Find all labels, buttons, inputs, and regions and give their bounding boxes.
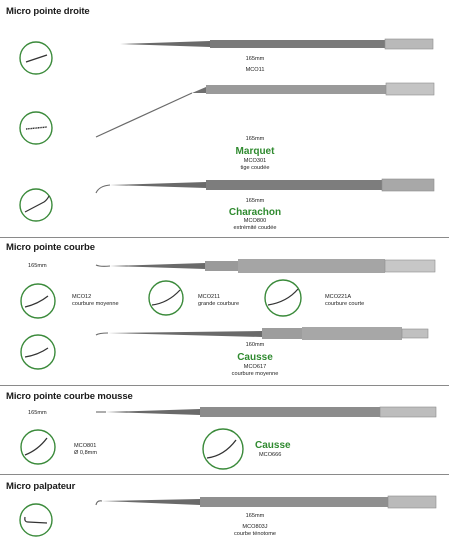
variant-mco12-code: MCO12 bbox=[72, 294, 92, 300]
variant-mco221a-desc: courbure courte bbox=[325, 301, 365, 307]
instrument-mco803j-code: MCO803J bbox=[242, 524, 268, 530]
variant-mco12-desc: courbure moyenne bbox=[72, 301, 119, 307]
instrument-mco800-code: MCO800 bbox=[243, 218, 267, 224]
instrument-mco617-brand: Causse bbox=[237, 352, 273, 363]
instrument-mco617-desc: courbure moyenne bbox=[231, 371, 279, 377]
instrument-mco666-code: MCO666 bbox=[259, 452, 282, 458]
instrument-mco666-brand: Causse bbox=[255, 440, 291, 451]
variant-mco801-code: MCO801 bbox=[74, 443, 97, 449]
instrument-mco800-brand: Charachon bbox=[228, 207, 282, 218]
instrument-courbe-length: 165mm bbox=[28, 263, 47, 269]
instrument-mco11-code: MCO11 bbox=[245, 67, 265, 73]
instrument-mco301-length: 165mm bbox=[245, 136, 265, 142]
instrument-mousse-length: 165mm bbox=[28, 410, 47, 416]
instrument-mco301-desc: tige coudée bbox=[240, 165, 270, 171]
instrument-mco617-code: MCO617 bbox=[243, 364, 267, 370]
variant-mco211-code: MCO211 bbox=[198, 294, 220, 300]
instrument-mco803j-length: 165mm bbox=[245, 513, 265, 519]
variant-mco221a-code: MCO221A bbox=[325, 294, 352, 300]
variant-mco211-desc: grande courbure bbox=[198, 301, 240, 307]
section-title-micro-palpateur: Micro palpateur bbox=[6, 481, 76, 492]
section-title-micro-pointe-droite: Micro pointe droite bbox=[6, 6, 90, 17]
instrument-mco301-code: MCO301 bbox=[243, 158, 267, 164]
instrument-mco11-length: 165mm bbox=[245, 56, 265, 62]
section-title-micro-pointe-courbe-mousse: Micro pointe courbe mousse bbox=[6, 391, 133, 402]
instrument-mco800-desc: extrémité coudée bbox=[233, 225, 277, 231]
variant-mco801-desc: Ø 0,8mm bbox=[74, 450, 98, 456]
instrument-mco617-length: 160mm bbox=[245, 342, 265, 348]
instrument-mco301-brand: Marquet bbox=[235, 146, 275, 157]
instrument-mco800-length: 165mm bbox=[245, 198, 265, 204]
section-title-micro-pointe-courbe: Micro pointe courbe bbox=[6, 242, 95, 253]
instrument-mco803j-desc: courbe ténotome bbox=[234, 531, 276, 537]
